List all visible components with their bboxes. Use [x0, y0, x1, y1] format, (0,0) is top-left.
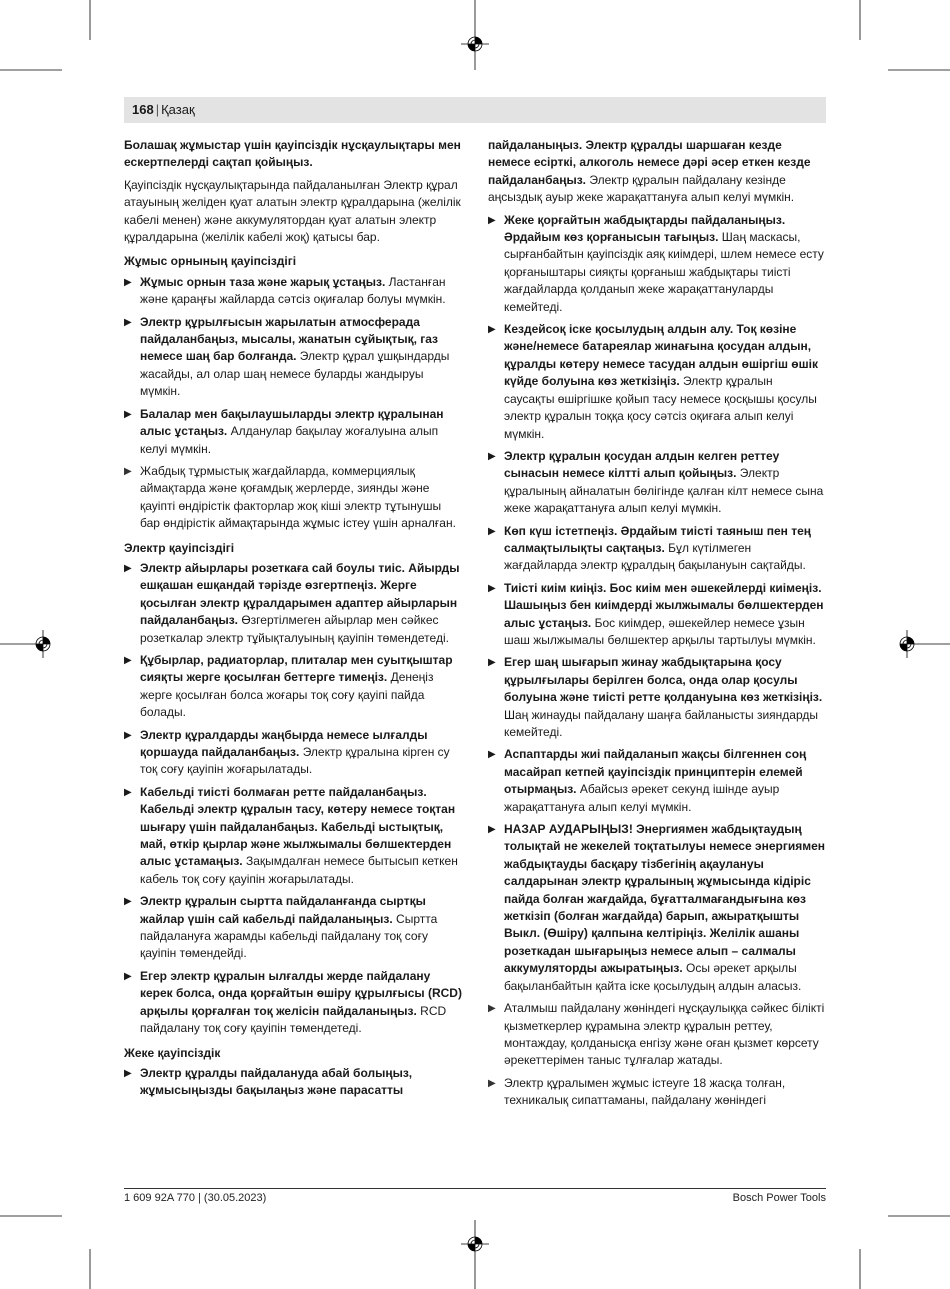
list-item [124, 463, 462, 533]
list-item [488, 746, 826, 816]
list-item [124, 560, 462, 647]
item-bold: Электр құрылғысын жарылатын атмосферада пайдаланбаңыз, мысалы, жанатын сұйықтық, газ немесе шаң бар болғанда. [140, 314, 439, 364]
item-text: Электр құралының айналатын бөлігінде қалған кілт немесе сына жеке жарақаттануға алып келуі мүмкін. [504, 466, 824, 516]
workplace-list [124, 274, 462, 533]
footer-divider [124, 1188, 826, 1189]
item-text: Шаң жинауды пайдалану шаңға байланысты зияндарды кемейтеді. [504, 707, 818, 739]
page-number: 168 [132, 102, 154, 117]
item-bold: Жеке қорғайтын жабдықтарды пайдаланыңыз. Әрдайым көз қорғанысын тағыңыз. [504, 212, 786, 245]
item-text: Ластанған және қараңғы жайларда сәтсіз оқиғалар болуы мүмкін. [140, 274, 446, 307]
section-title-workplace: Жұмыс орнының қауіпсіздігі [124, 254, 297, 269]
list-item [488, 580, 826, 650]
header-text [132, 102, 195, 118]
item-bold: Жұмыс орнын таза және жарық ұстаңыз. [140, 274, 386, 289]
continuation-paragraph [488, 137, 826, 207]
header-language: Қазақ [161, 102, 195, 117]
list-item [124, 314, 462, 401]
continuation-text: Электр құралын пайдалану кезінде аңсыздық ауыр жеке жарақаттануға алып келуі мүмкін. [488, 172, 795, 205]
personal-list-continued [488, 212, 826, 1110]
item-bold: Кабельді тиісті болмаған ретте пайдаланбаңыз. Кабельді электр құралын тасу, көтеру немесе тоқтан шығару үшін пайдаланбаңыз. Кабельді ыстықтық, май, өткір қырлар және жылжымалы бөлшектерден алыс ұстамаңыз. [140, 784, 456, 869]
item-bold: Электр құралды пайдалануда абай болыңыз, жұмысыңызды бақылаңыз және парасатты [140, 1065, 413, 1098]
list-item [488, 1075, 826, 1110]
left-column [124, 137, 462, 1105]
section-title-electrical: Электр қауіпсіздігі [124, 540, 235, 555]
list-item [124, 727, 462, 779]
item-text: Электр құрал ұшқындарды жасайды, ал олар шаң немесе буларды жандыруы мүмкін. [140, 349, 450, 399]
item-bold: Тиісті киім киіңіз. Бос киім мен әшекейлерді киімеңіз. Шашыңыз бен киімдерді жылжымалы бөлшектерден алыс ұстаңыз. [504, 580, 824, 630]
item-bold: Егер шаң шығарып жинау жабдықтарына қосу құрылғылары берілген болса, онда олар қосулы болуына және тиісті ретте қолдануына көз жеткізіңіз. [504, 655, 823, 705]
item-text: Осы әрекет арқылы бақыланбайтын қайта іске қосылудың алдын аласыз. [504, 961, 802, 993]
list-item [488, 523, 826, 575]
item-bold: Балалар мен бақылаушыларды электр құралынан алыс ұстаңыз. [140, 406, 444, 439]
item-bold: Аспаптарды жиі пайдаланып жақсы білгеннен соң масайрап кетпей қауіпсіздік принциптерін елемей отырмаңыз. [504, 747, 807, 797]
list-item [124, 968, 462, 1038]
list-item [488, 821, 826, 995]
item-bold: Көп күш істетпеңіз. Әрдайым тиісті таяныш пен тең салмақтылықты сақтаңыз. [504, 523, 812, 555]
item-bold: Кездейсоқ іске қосылудың алдын алу. Тоқ көзіне және/немесе батареялар жинағына қосудан алдын, құралды көтеру немесе тасудан алдын өшіргіш өшік күйде болуына көз жеткізіңіз. [504, 322, 818, 389]
item-bold: НАЗАР АУДАРЫҢЫЗ! Энергиямен жабдықтаудың толықтай не жекелей тоқтатылуы немесе энергиямен жабдықтауды басқару тізбегінің ақаулануы салдарынан электр құралының жұмысында кідіріс пайда болған жағдайда, бұғатталмағандығына көз жеткізіп (болған жағдайда) барып, ажыратқышты Выкл. (Өшіру) қалпына келтіріңіз. Желілік ашаны розеткадан шығарыңыз немесе алып – салмалы аккумуляторды ажыратыңыз. [504, 822, 826, 976]
item-text: Аталмыш пайдалану жөніндегі нұсқаулыққа сәйкес білікті қызметкерлер құрамына электр құралын реттеу, монтаждау, қолданысқа енгізу және оған қызмет көрсету әрекеттерімен таныс тұлғалар жатады. [504, 1001, 825, 1068]
item-bold: Электр айырлары розеткаға сай боулы тиіс. Айырды ешқашан ешқандай тәрізде өзгертпеңіз. Жерге қосылған электр құралдарымен адаптер айырларын пайдаланбаңыз. [140, 560, 460, 628]
section-title-personal: Жеке қауіпсіздік [124, 1045, 221, 1060]
page-header [124, 97, 826, 123]
footer-document-id: 1 609 92A 770 | (30.05.2023) [124, 1192, 267, 1204]
header-separator: | [155, 102, 160, 117]
item-bold: Егер электр құралын ылғалды жерде пайдалану керек болса, онда қорғайтын өшіру құрылғысы (RCD) арқылы қорғалған тоқ желісін пайдаланыңыз. [140, 968, 462, 1018]
list-item [488, 321, 826, 443]
item-text: Денеңіз жерге қосылған болса жоғары тоқ соғу қауіпі пайда болады. [140, 670, 434, 720]
electrical-list [124, 560, 462, 1038]
item-bold: Электр құралдарды жаңбырда немесе ылғалды қоршауда пайдаланбаңыз. [140, 727, 428, 759]
intro-bold: Болашақ жұмыстар үшін қауіпсіздік нұсқаулықтары мен ескертпелерді сақтап қойыңыз. [124, 138, 461, 170]
list-item [124, 1065, 462, 1100]
list-item [488, 654, 826, 741]
item-text: Электр құралын саусақты өшіргішке қойып тасу немесе қосқышы қосулы электр құралын тоққа қосу сәтсіз оқиғаға алып келуі мүмкін. [504, 374, 817, 441]
intro-text: Қауіпсіздік нұсқаулықтарында пайдаланылған Электр құрал атауының желіден қуат алатын электр құралдарына (желілік кабелі менен) және аккумулятордан қуат алатын электр құралдарына (желілік кабелі жоқ) қатысы бар. [124, 177, 461, 245]
list-item [488, 1000, 826, 1070]
item-bold: Электр құралын сыртта пайдаланғанда сыртқы жайлар үшін сай кабельді пайдаланыңыз. [140, 894, 426, 926]
item-text: Шаң маскасы, сырғанбайтын қауіпсіздік аяқ киімдері, шлем немесе есту қорғаныштары сияқты қорғаныш жабдықтары тиісті жағдайларда қолданып жеке жарақаттануларды кемейтеді. [504, 230, 824, 314]
item-bold: Құбырлар, радиаторлар, плиталар мен суытқыштар сияқты жерге қосылған беттерге тимеңіз. [140, 652, 453, 685]
item-text: Электр құралымен жұмыс істеуге 18 жасқа толған, техникалық сипаттаманы, пайдалану жөніндегі [504, 1075, 786, 1108]
list-item [124, 893, 462, 963]
item-bold: Электр құралын қосудан алдын келген реттеу сынасын немесе кілтті алып қойыңыз. [504, 448, 780, 481]
item-text: Электр құралына кірген су тоқ соғу қауіпін жоғарылатады. [140, 745, 450, 777]
list-item [124, 652, 462, 722]
continuation-bold: пайдаланыңыз. Электр құралды шаршаған кезде немесе есірткі, алкоголь немесе дәрі әсер еткен кезде пайдаланбаңыз. [488, 138, 811, 187]
item-text: Зақымдалған немесе бытысып кеткен кабель тоқ соғу қауіпін жоғарылатады. [140, 854, 458, 886]
list-item [124, 406, 462, 458]
footer-brand: Bosch Power Tools [732, 1192, 826, 1204]
item-text: Абайсыз әрекет секунд ішінде ауыр жарақаттануға алып келуі мүмкін. [504, 782, 780, 814]
item-text: Жабдық тұрмыстық жағдайларда, коммерциялық аймақтарда және қоғамдық жерлерде, зиянды және қауіпті өндірістік факторлар жоқ кіші электр тұтынушы бар өндірістік аймақтарында жұмыс істеу үшін арналған. [140, 463, 456, 531]
item-text: Бос киімдер, әшекейлер немесе ұзын шаш жылжымалы бөлшектер арқылы тартылуы мүмкін. [504, 615, 816, 647]
item-text: Сыртта пайдалануға жарамды кабельді пайдалану тоқ соғу қауіпін төмендейді. [140, 911, 438, 961]
item-text: RCD пайдалану тоқ соғу қауіпін төмендетеді. [140, 1003, 447, 1036]
list-item [488, 448, 826, 518]
item-text: Алданулар бақылау жоғалуына алып келуі мүмкін. [140, 424, 439, 456]
list-item [488, 212, 826, 316]
item-text: Өзгертілмеген айырлар мен сәйкес розеткалар электр тұйықталуының қауіпін төмендетеді. [140, 613, 449, 645]
list-item [124, 784, 462, 888]
personal-list [124, 1065, 462, 1100]
right-column [488, 137, 826, 1115]
list-item [124, 274, 462, 309]
item-text: Бұл күтілмеген жағдайларда электр құралдың бақылануын сақтайды. [504, 540, 806, 573]
